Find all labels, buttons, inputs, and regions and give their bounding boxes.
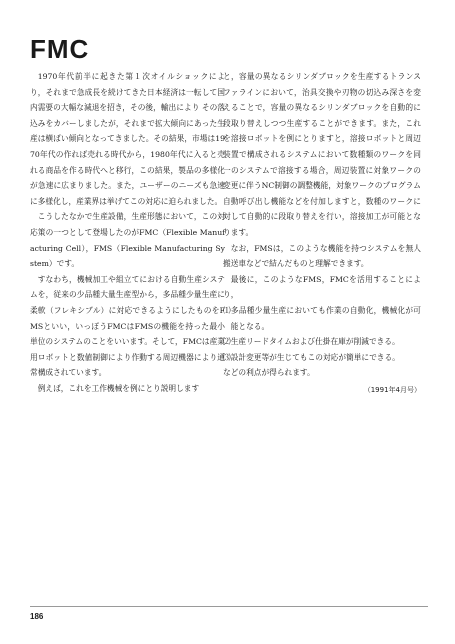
closing-text: などの利点が得られます。 [223, 368, 315, 378]
paragraph: 例えば，これを工作機械を例にとり説明します [37, 383, 200, 393]
paragraph: なお，FMSは，このような機能を持つシステムを無人搬送車などで結んだものと理解できます。 [223, 243, 421, 269]
list-item: ⑶設計変更等が生じてもこの対応が簡単にできる。 [223, 352, 400, 362]
paragraph: こうしたなかで生産設備，生産形態において，この対応策の一つとして登場したのがFMC（Flexible Manufacturing Cell），FMS（Flexible Manufacturing System）です。 [30, 212, 225, 269]
paragraph: すなわち，機械加工や組立てにおける自動生産システムを，従来の少品種大量生産型から，多品種少量生産に柔軟（フレキシブル）に対応できるようにしたものをFMSといい，いっぽうFMCはFMSの機能を持った最小単位のシステムのことをいいます。そして，FMCは産業用ロボットと数値制御により作動する周辺機器により通常構成されています。 [30, 274, 225, 378]
list-item: ⑵生産リードタイムおよび仕掛在庫が削減できる。 [223, 337, 400, 347]
left-column [30, 69, 225, 396]
paragraph: 1970年代前半に起きた第１次オイルショックにより，それまで急成長を続けてきた日本経済は一転して国内需要の大幅な減退を招き，その後，輸出により その落込みをカバーしましたが，それまで拡大傾向にあった生産は横ばい傾向となってきました。その結果，市場は1970年代の作れば売れる時代から，1980年代に入ると売れる商品を作る時代へと移行，この結果，製品の多様化が急速に広まりました。また，ユーザーのニーズも急速に多様化し，産業界は挙げてこの対応に迫られました。 [30, 72, 225, 206]
paragraph: と，容量の異なるシリンダブロックを生産するトランスファラインにおいて，治具交換や刃物の切込み深さを変えることで，容量の異なるシリンダブロックを自動的に段取り替えしつつ生産することができます。また，これを溶接ロボットを例にとりますと，溶接ロボットと周辺装置で構成されるシステムにおいて数種類のワークを同一のシステムで溶接する場合，周辺装置に対象ワークの変更に伴うNC制御の調整機能，対象ワークのプログラム自動呼び出し機能などを付加しますと，数種のワークに対して自動的に段取り替えを行い，溶接加工が可能となります。 [223, 72, 421, 237]
article-title: FMC [30, 34, 90, 64]
list-item: ⑴多品種少量生産においても作業の自動化，機械化が可能となる。 [223, 305, 421, 331]
paragraph: 最後に，このようなFMS，FMCを活用することにより， [223, 274, 421, 300]
right-column [223, 69, 421, 398]
footer-rule [30, 606, 428, 607]
publication-date: （1991年4月号） [363, 385, 421, 394]
page-number: 186 [30, 612, 44, 621]
